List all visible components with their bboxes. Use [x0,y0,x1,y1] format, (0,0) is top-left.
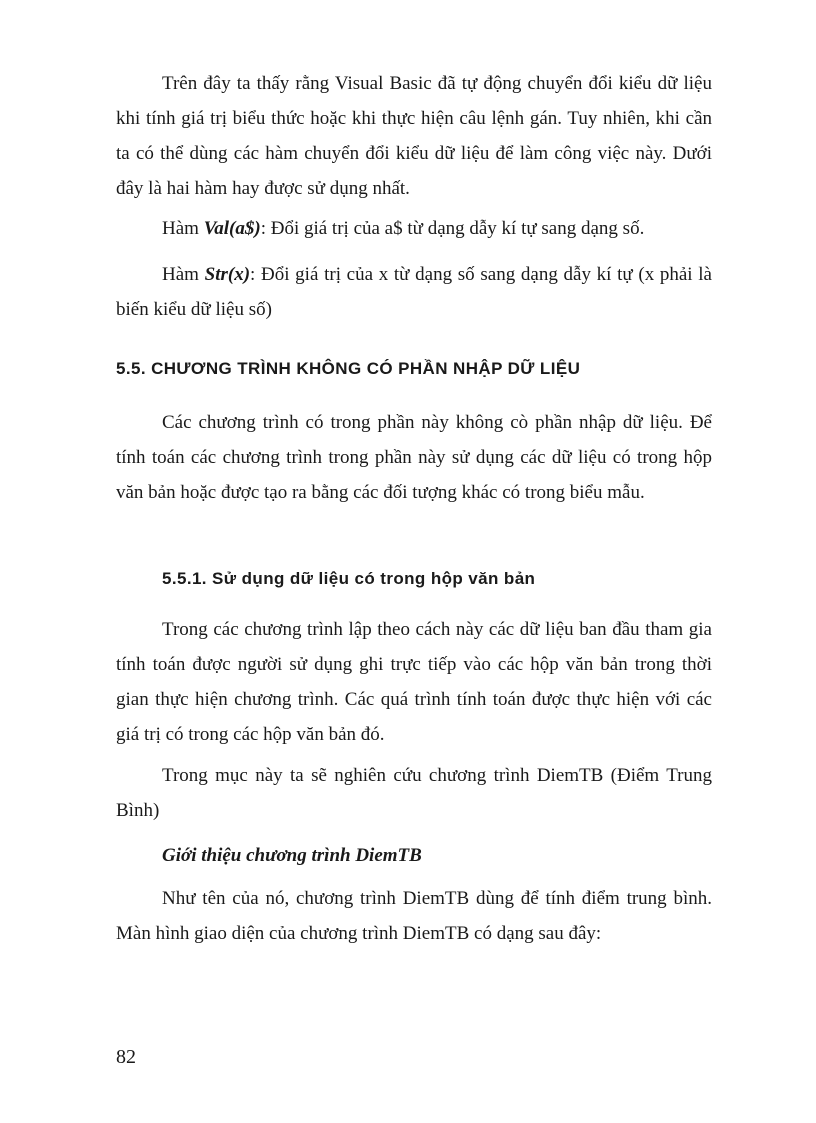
subsection-heading: 5.5.1. Sử dụng dữ liệu có trong hộp văn bản [162,569,536,588]
val-function-desc: : Đổi giá trị của a$ từ dạng dẫy kí tự sang dạng số. [260,218,645,239]
str-prefix: Hàm [162,264,205,285]
str-function-desc: : Đổi giá trị của x từ dạng số sang dạng dẫy kí tự (x phải là biến kiểu dữ liệu số) [116,264,712,320]
paragraph-val-function [162,211,644,246]
val-prefix: Hàm [162,218,204,239]
paragraph-no-input: Các chương trình có trong phần này không cò phần nhập dữ liệu. Để tính toán các chương trình trong phần này sử dụng các dữ liệu có trong hộp văn bản hoặc được tạo ra bằng các đối tượng khác có trong biểu mẫu. [116,412,712,503]
paragraph-textbox-usage: Trong các chương trình lập theo cách này các dữ liệu ban đầu tham gia tính toán được người sử dụng ghi trực tiếp vào các hộp văn bản trong thời gian thực hiện chương trình. Các quá trình tính toán được thực hiện với các giá trị có trong các hộp văn bản đó. [116,619,712,745]
paragraph-str-function [116,257,712,327]
section-heading: 5.5. CHƯƠNG TRÌNH KHÔNG CÓ PHẦN NHẬP DỮ LIỆU [116,359,581,378]
intro-title: Giới thiệu chương trình DiemTB [162,845,422,866]
str-function-name: Str(x) [204,264,251,285]
paragraph-diemtb-desc: Như tên của nó, chương trình DiemTB dùng để tính điểm trung bình. Màn hình giao diện của chương trình DiemTB có dạng sau đây: [116,888,712,944]
paragraph-type-conversion: Trên đây ta thấy rằng Visual Basic đã tự động chuyển đổi kiểu dữ liệu khi tính giá trị biểu thức hoặc khi thực hiện câu lệnh gán. Tuy nhiên, khi cần ta có thể dùng các hàm chuyển đổi kiểu dữ liệu để làm công việc này. Dưới đây là hai hàm hay được sử dụng nhất. [116,73,712,199]
paragraph-diemtb-intro: Trong mục này ta sẽ nghiên cứu chương trình DiemTB (Điểm Trung Bình) [116,765,712,821]
page-number: 82 [116,1046,136,1068]
val-function-name: Val(a$) [203,218,261,239]
